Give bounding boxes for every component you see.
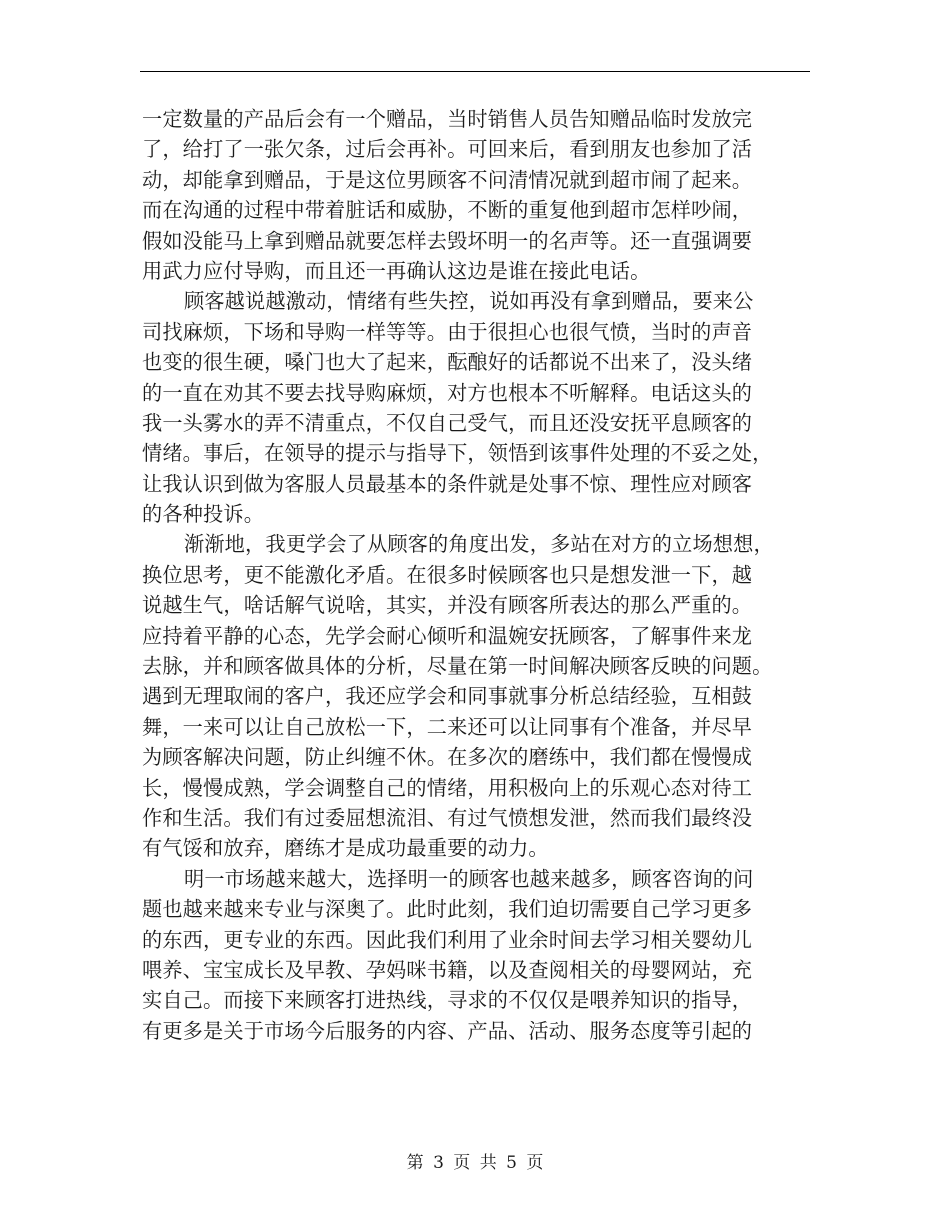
text-line: 也变的很生硬，嗓门也大了起来，酝酿好的话都说不出来了，没头绪 bbox=[142, 350, 753, 375]
header-rule bbox=[140, 71, 810, 72]
text-line: 的一直在劝其不要去找导购麻烦，对方也根本不听解释。电话这头的 bbox=[142, 380, 753, 405]
text-line: 长，慢慢成熟，学会调整自己的情绪，用积极向上的乐观心态对待工 bbox=[142, 775, 753, 800]
text-line: 顾客越说越激动，情绪有些失控，说如再没有拿到赠品，要来公 bbox=[184, 289, 754, 314]
text-line: 情绪。事后，在领导的提示与指导下，领悟到该事件处理的不妥之处， bbox=[142, 441, 773, 466]
text-line: 作和生活。我们有过委屈想流泪、有过气愤想发泄，然而我们最终没 bbox=[142, 805, 753, 830]
text-line: 有更多是关于市场今后服务的内容、产品、活动、服务态度等引起的 bbox=[142, 1018, 753, 1043]
text-line: 渐渐地，我更学会了从顾客的角度出发，多站在对方的立场想想， bbox=[184, 532, 774, 557]
text-line: 有气馁和放弃，磨练才是成功最重要的动力。 bbox=[142, 836, 549, 861]
text-line: 让我认识到做为客服人员最基本的条件就是处事不惊、理性应对顾客 bbox=[142, 471, 753, 496]
text-line: 司找麻烦，下场和导购一样等等。由于很担心也很气愤，当时的声音 bbox=[142, 319, 753, 344]
text-line: 一定数量的产品后会有一个赠品，当时销售人员告知赠品临时发放完 bbox=[142, 107, 753, 131]
text-line: 动，却能拿到赠品，于是这位男顾客不问清情况就到超市闹了起来。 bbox=[142, 167, 753, 192]
text-line: 题也越来越来专业与深奥了。此时此刻，我们迫切需要自己学习更多 bbox=[142, 897, 753, 922]
text-line: 明一市场越来越大，选择明一的顾客也越来越多，顾客咨询的问 bbox=[184, 866, 754, 891]
text-line: 了，给打了一张欠条，过后会再补。可回来后，看到朋友也参加了活 bbox=[142, 137, 753, 162]
text-line: 喂养、宝宝成长及早教、孕妈咪书籍，以及查阅相关的母婴网站，充 bbox=[142, 957, 753, 982]
text-line: 实自己。而接下来顾客打进热线，寻求的不仅仅是喂养知识的指导， bbox=[142, 988, 753, 1013]
text-line: 用武力应付导购，而且还一再确认这边是谁在接此电话。 bbox=[142, 258, 651, 283]
text-line: 我一头雾水的弄不清重点，不仅自己受气，而且还没安抚平息顾客的 bbox=[142, 410, 753, 435]
text-line: 换位思考，更不能激化矛盾。在很多时候顾客也只是想发泄一下，越 bbox=[142, 562, 753, 587]
text-line: 而在沟通的过程中带着脏话和威胁，不断的重复他到超市怎样吵闹， bbox=[142, 198, 753, 223]
text-line: 应持着平静的心态，先学会耐心倾听和温婉安抚顾客，了解事件来龙 bbox=[142, 623, 753, 648]
text-line: 的各种投诉。 bbox=[142, 502, 265, 527]
text-line: 为顾客解决问题，防止纠缠不休。在多次的磨练中，我们都在慢慢成 bbox=[142, 745, 753, 770]
document-body bbox=[142, 104, 812, 1046]
page-number: 第 3 页 共 5 页 bbox=[406, 1153, 544, 1173]
text-line: 假如没能马上拿到赠品就要怎样去毁坏明一的名声等。还一直强调要 bbox=[142, 228, 753, 253]
text-line: 说越生气，啥话解气说啥，其实，并没有顾客所表达的那么严重的。 bbox=[142, 593, 753, 618]
text-line: 去脉，并和顾客做具体的分析，尽量在第一时间解决顾客反映的问题。 bbox=[142, 654, 773, 679]
text-line: 舞，一来可以让自己放松一下，二来还可以让同事有个准备，并尽早 bbox=[142, 714, 753, 739]
text-line: 的东西，更专业的东西。因此我们利用了业余时间去学习相关婴幼儿 bbox=[142, 927, 753, 952]
text-line: 遇到无理取闹的客户，我还应学会和同事就事分析总结经验，互相鼓 bbox=[142, 684, 753, 709]
